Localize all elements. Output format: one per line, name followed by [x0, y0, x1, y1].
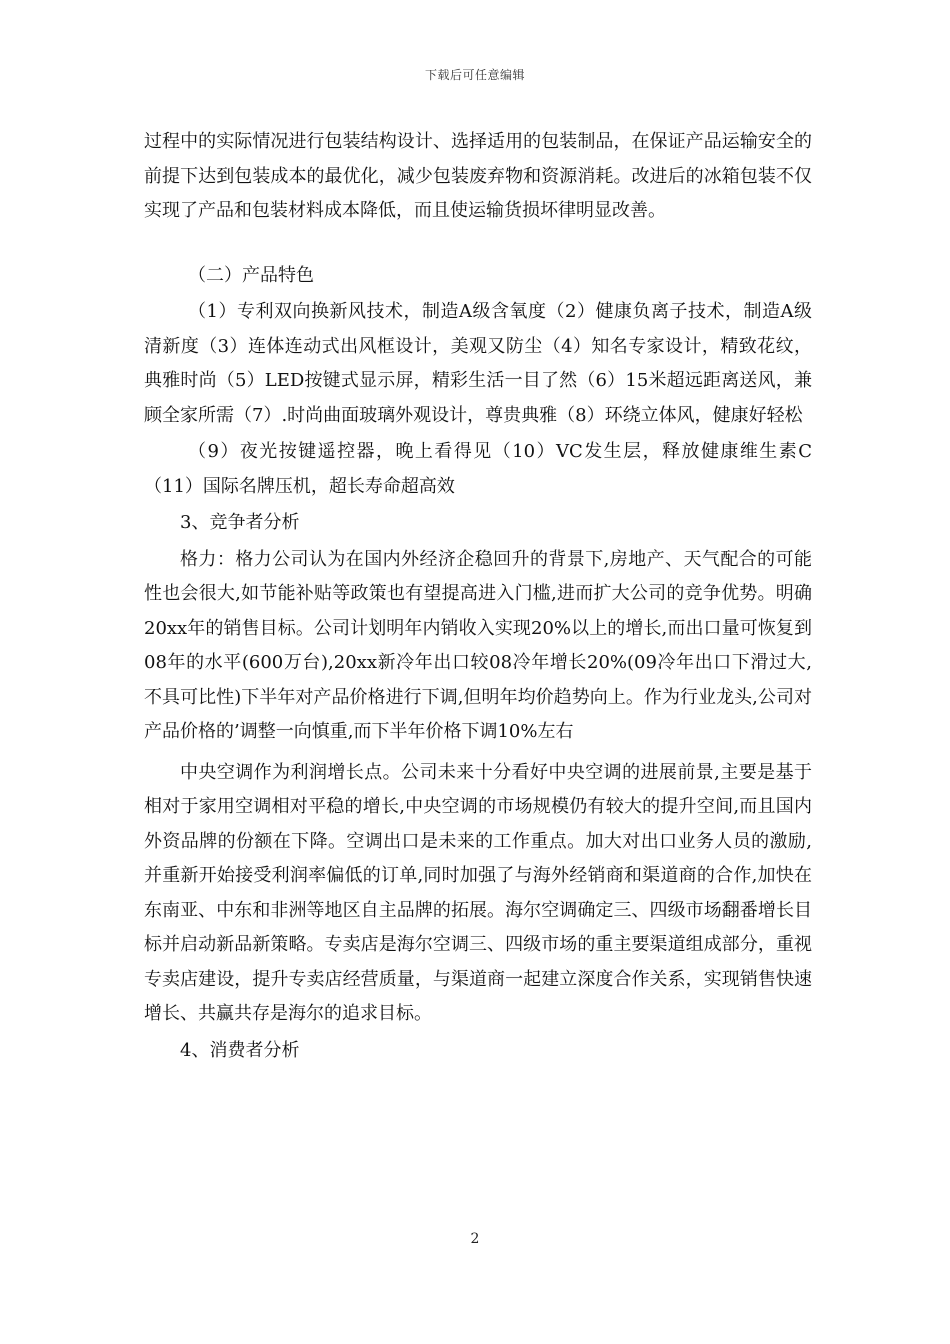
page-header: 下载后可任意编辑	[424, 68, 525, 82]
paragraph-gap	[144, 229, 812, 259]
heading-product-features: （二）产品特色	[188, 264, 314, 286]
paragraph-features-list-1: （1）专利双向换新风技术，制造A级含氧度（2）健康负离子技术，制造A级清新度（3）连体连动式出风框设计，美观又防尘（4）知名专家设计，精致花纹，典雅时尚（5）LED按键式显示屏，精彩生活一目了然（6）15米超远距离送风，兼顾全家所需（7）.时尚曲面玻璃外观设计，尊贵典雅（8）环绕立体风，健康好轻松	[144, 301, 812, 426]
heading-competitor-analysis: 3、竞争者分析	[180, 512, 300, 533]
paragraph-features-list-2: （9）夜光按键遥控器，晚上看得见（10）VC发生层，释放健康维生素C（11）国际名牌压机，超长寿命超高效	[144, 441, 812, 497]
paragraph-gree-analysis: 格力：格力公司认为在国内外经济企稳回升的背景下,房地产、天气配合的可能性也会很大,如节能补贴等政策也有望提高进入门槛,进而扩大公司的竞争优势。明确20xx年的销售目标。公司计划明年内销收入实现20%以上的增长,而出口量可恢复到08年的水平(600万台),20xx新冷年出口较08冷年增长20%(09冷年出口下滑过大,不具可比性)下半年对产品价格进行下调,但明年均价趋势向上。作为行业龙头,公司对产品价格的’调整一向慎重,而下半年价格下调10%左右	[144, 548, 812, 742]
heading-consumer-analysis: 4、消费者分析	[180, 1039, 300, 1061]
page-number: 2	[470, 1231, 480, 1247]
paragraph-packaging: 过程中的实际情况进行包装结构设计、选择适用的包装制品，在保证产品运输安全的前提下达到包装成本的最优化，减少包装废弃物和资源消耗。改进后的冰箱包装不仅实现了产品和包装材料成本降低，而且使运输货损坏律明显改善。	[144, 131, 812, 221]
document-body	[144, 125, 812, 1068]
paragraph-central-ac: 中央空调作为利润增长点。公司未来十分看好中央空调的进展前景,主要是基于相对于家用空调相对平稳的增长,中央空调的市场规模仍有较大的提升空间,而且国内外资品牌的份额在下降。空调出口是未来的工作重点。加大对出口业务人员的激励,并重新开始接受利润率偏低的订单,同时加强了与海外经销商和渠道商的合作,加快在东南亚、中东和非洲等地区自主品牌的拓展。海尔空调确定三、四级市场翻番增长目标并启动新品新策略。专卖店是海尔空调三、四级市场的重主要渠道组成部分，重视专卖店建设，提升专卖店经营质量，与渠道商一起建立深度合作关系，实现销售快速增长、共赢共存是海尔的追求目标。	[144, 761, 812, 1024]
